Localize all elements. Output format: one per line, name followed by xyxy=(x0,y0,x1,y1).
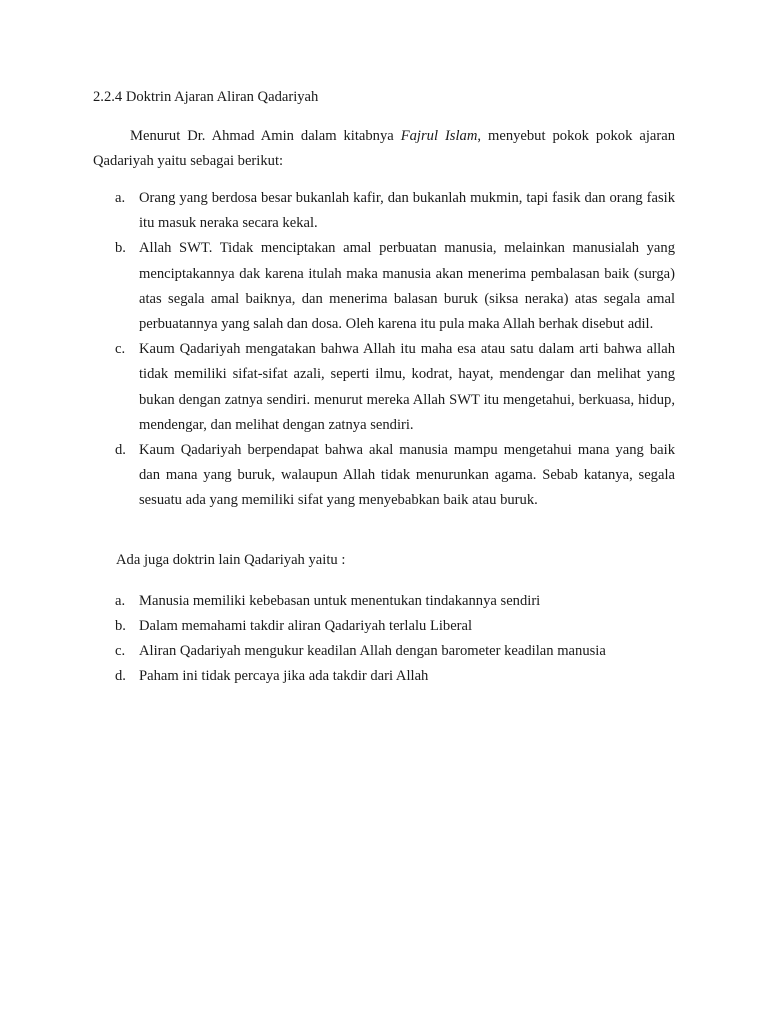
other-doctrine-item xyxy=(93,639,675,664)
list-marker: c. xyxy=(115,643,126,659)
list-marker: b. xyxy=(115,618,126,634)
doctrine-text: Allah SWT. Tidak menciptakan amal perbuatan manusia, melainkan manusialah yang menciptakannya dak karena itulah maka manusia akan menerima pembalasan baik (surga) atas segala amal baiknya, dan menerima balasan buruk (siksa neraka) atas segala amal perbuatannya yang salah dan dosa. Oleh karena itu pula maka Allah berhak disebut adil. xyxy=(139,240,675,333)
intro-paragraph xyxy=(93,124,675,174)
intro-text-after: , menyebut pokok pokok ajaran Qadariyah yaitu sebagai berikut: xyxy=(93,128,675,169)
doctrine-item xyxy=(93,337,675,438)
list-marker: a. xyxy=(115,593,126,609)
doctrine-list xyxy=(93,186,675,514)
other-doctrine-text: Aliran Qadariyah mengukur keadilan Allah dengan barometer keadilan manusia xyxy=(139,643,606,659)
list-marker: c. xyxy=(115,341,126,358)
other-doctrines-intro: Ada juga doktrin lain Qadariyah yaitu : xyxy=(116,552,346,568)
other-doctrine-list xyxy=(93,589,675,689)
list-marker: b. xyxy=(115,240,126,257)
other-doctrine-text: Paham ini tidak percaya jika ada takdir dari Allah xyxy=(139,668,429,684)
other-doctrine-item xyxy=(93,614,675,639)
doctrine-text: Kaum Qadariyah mengatakan bahwa Allah itu maha esa atau satu dalam arti bahwa allah tidak memiliki sifat-sifat azali, seperti ilmu, kodrat, hayat, mendengar dan melihat yang bukan dengan zatnya sendiri. menurut mereka Allah SWT itu mengetahui, berkuasa, hidup, mendengar, dan melihat dengan zatnya sendiri. xyxy=(139,341,675,433)
list-marker: a. xyxy=(115,190,126,206)
other-doctrine-item xyxy=(93,664,675,689)
intro-text-before: Menurut Dr. Ahmad Amin dalam kitabnya xyxy=(130,128,401,144)
list-marker: d. xyxy=(115,442,126,459)
other-doctrine-item xyxy=(93,589,675,614)
other-doctrine-text: Manusia memiliki kebebasan untuk menentukan tindakannya sendiri xyxy=(139,593,541,609)
doctrine-text: Kaum Qadariyah berpendapat bahwa akal manusia mampu mengetahui mana yang baik dan mana yang buruk, walaupun Allah tidak menurunkan agama. Sebab katanya, segala sesuatu ada yang memiliki sifat yang menyebabkan baik atau buruk. xyxy=(139,442,675,509)
doctrine-item xyxy=(93,236,675,337)
book-title: Fajrul Islam xyxy=(400,128,478,144)
doctrine-item xyxy=(93,438,675,514)
list-marker: d. xyxy=(115,668,126,684)
other-doctrine-text: Dalam memahami takdir aliran Qadariyah terlalu Liberal xyxy=(139,618,473,634)
section-heading: 2.2.4 Doktrin Ajaran Aliran Qadariyah xyxy=(93,89,319,105)
doctrine-item xyxy=(93,186,675,236)
doctrine-text: Orang yang berdosa besar bukanlah kafir, dan bukanlah mukmin, tapi fasik dan orang fasik itu masuk neraka secara kekal. xyxy=(139,190,675,232)
